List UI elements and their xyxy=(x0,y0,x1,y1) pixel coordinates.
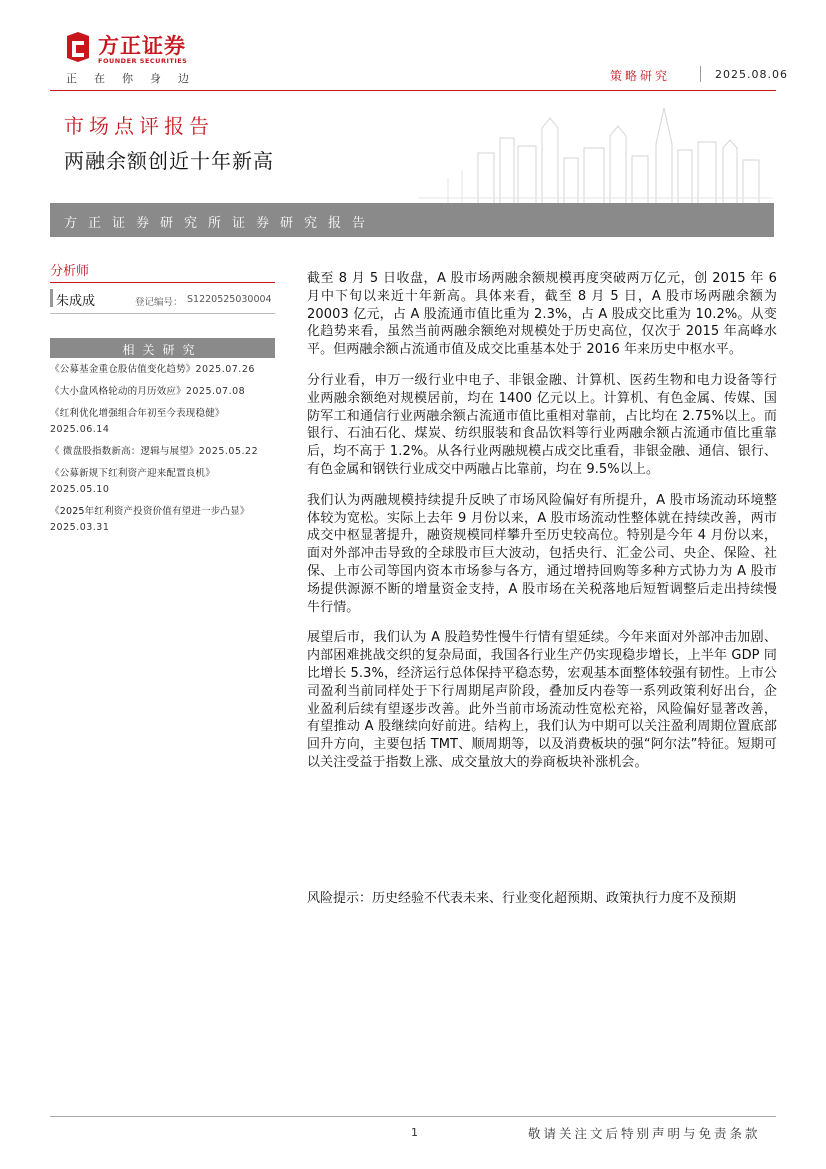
related-research-item[interactable] xyxy=(50,406,275,438)
header-divider xyxy=(50,90,776,91)
related-research-item[interactable] xyxy=(50,444,275,460)
related-research-item[interactable] xyxy=(50,362,275,378)
body-paragraph: 我们认为两融规模持续提升反映了市场风险偏好有所提升，A 股市场流动环境整体较为宽松。实际上去年 9 月份以来，A 股市场流动性整体就在持续改善，两市成交中枢显著提升，融资规模同样攀升至历史较高位。特别是今年 4 月份以来，面对外部冲击导致的全球股市巨大波动，包括央行、汇金公司、央企、保险、社保、上市公司等国内资本市场参与各方，通过增持回购等多种方式协力为 A 股市场提供源源不断的增量资金支持，A 股市场在关税落地后短暂调整后走出持续慢牛行情。 xyxy=(307,492,777,615)
header-separator xyxy=(700,66,701,82)
related-research-item-date: 2025.05.22 xyxy=(198,446,259,457)
institute-banner xyxy=(50,203,774,237)
body-paragraph: 展望后市，我们认为 A 股趋势性慢牛行情有望延续。今年来面对外部冲击加剧、内部困难挑战交织的复杂局面，我国各行业生产仍实现稳步增长，上半年 GDP 同比增长 5.3%，经济运行总体保持平稳态势，宏观基本面整体较强有韧性。上市公司盈利当前同样处于下行周期尾声阶段，叠加反内卷等一系列政策利好出台，企业盈利后续有望逐步改善。此外当前市场流动性宽松充裕，风险偏好显著改善，有望推动 A 股继续向好前进。结构上，我们认为中期可以关注盈利周期位置底部回升方向，主要包括 TMT、顺周期等，以及消费板块的强“阿尔法”特征。短期可以关注受益于指数上涨、成交量放大的券商板块补涨机会。 xyxy=(307,630,777,770)
footer-divider xyxy=(50,1116,776,1117)
related-research-item-date: 2025.06.14 xyxy=(50,424,110,435)
report-title: 两融余额创近十年新高 xyxy=(64,149,274,173)
logo-text-cn: 方正证券 xyxy=(98,34,186,58)
analyst-reg-label: 登记编号： xyxy=(135,297,183,308)
logo-text-en: FOUNDER SECURITIES xyxy=(98,57,188,65)
report-type: 市场点评报告 xyxy=(64,114,214,138)
related-research-item-date: 2025.07.08 xyxy=(185,386,246,397)
related-research-item[interactable] xyxy=(50,504,275,536)
report-category: 策略研究 xyxy=(610,69,671,83)
analyst-section-title: 分析师 xyxy=(50,264,90,279)
related-research-item-date: 2025.05.10 xyxy=(50,484,110,495)
related-research-item-title: 《大小盘风格轮动的月历效应》 xyxy=(50,386,186,397)
related-research-item[interactable] xyxy=(50,384,275,400)
body-paragraph: 截至 8 月 5 日收盘，A 股市场两融余额规模再度突破两万亿元，创 2015 年 6 月中下旬以来近十年新高。具体来看，截至 8 月 5 日，A 股市场两融余额为 20003 亿元，占 A 股流通市值比重为 2.3%，占 A 股成交比重为 10.2%。从变化趋势来看，虽然当前两融余额绝对规模处于历史高位，仅次于 2015 年高峰水平。但两融余额占流通市值及成交比重基本处于 2016 年来历史中枢水平。 xyxy=(307,271,777,358)
related-research-item-date: 2025.07.26 xyxy=(195,364,255,375)
city-skyline-illustration xyxy=(418,98,773,204)
company-logo xyxy=(64,30,204,72)
related-research-item[interactable] xyxy=(50,466,275,498)
logo-mark-icon xyxy=(64,32,92,62)
analyst-reg-number: S1220525030004 xyxy=(187,294,272,305)
institute-banner-text: 方正证券研究所证券研究报告 xyxy=(64,216,377,231)
related-research-title: 相关研究 xyxy=(122,343,203,357)
analyst-bottom-rule xyxy=(50,313,275,314)
report-body xyxy=(307,270,777,785)
related-research-item-title: 《公募基金重仓股估值变化趋势》 xyxy=(50,364,196,375)
related-research-item-title: 《2025年红利资产投资价值有望进一步凸显》 xyxy=(50,506,250,517)
risk-warning: 风险提示：历史经验不代表未来、行业变化超预期、政策执行力度不及预期 xyxy=(307,891,737,906)
slogan: 正在你身边 xyxy=(66,72,206,85)
body-paragraph: 分行业看，申万一级行业中电子、非银金融、计算机、医药生物和电力设备等行业两融余额绝对规模居前，均在 1400 亿元以上。计算机、有色金属、传媒、国防军工和通信行业两融余额占流通市值比重相对靠前，占比均在 2.75%以上。而银行、石油石化、煤炭、纺织服装和食品饮料等行业两融余额占流通市值比重靠后，均不高于 1.2%。从各行业两融规模占成交比重看，非银金融、通信、银行、有色金属和钢铁行业成交中两融占比靠前，均在 9.5%以上。 xyxy=(307,372,777,477)
related-research-list xyxy=(50,362,275,542)
related-research-item-title: 《红利优化增强组合年初至今表现稳健》 xyxy=(50,408,225,419)
disclaimer-notice: 敬请关注文后特别声明与免责条款 xyxy=(528,1126,761,1141)
analyst-marker xyxy=(50,289,53,307)
report-date: 2025.08.06 xyxy=(715,68,788,81)
analyst-name: 朱成成 xyxy=(56,294,96,309)
related-research-item-title: 《 微盘股指数新高：逻辑与展望》 xyxy=(50,446,199,457)
related-research-item-title: 《公募新规下红利资产迎来配置良机》 xyxy=(50,468,215,479)
analyst-divider xyxy=(50,282,275,283)
related-research-item-date: 2025.03.31 xyxy=(50,522,110,533)
related-research-header xyxy=(50,338,275,358)
page-number: 1 xyxy=(411,1126,418,1139)
